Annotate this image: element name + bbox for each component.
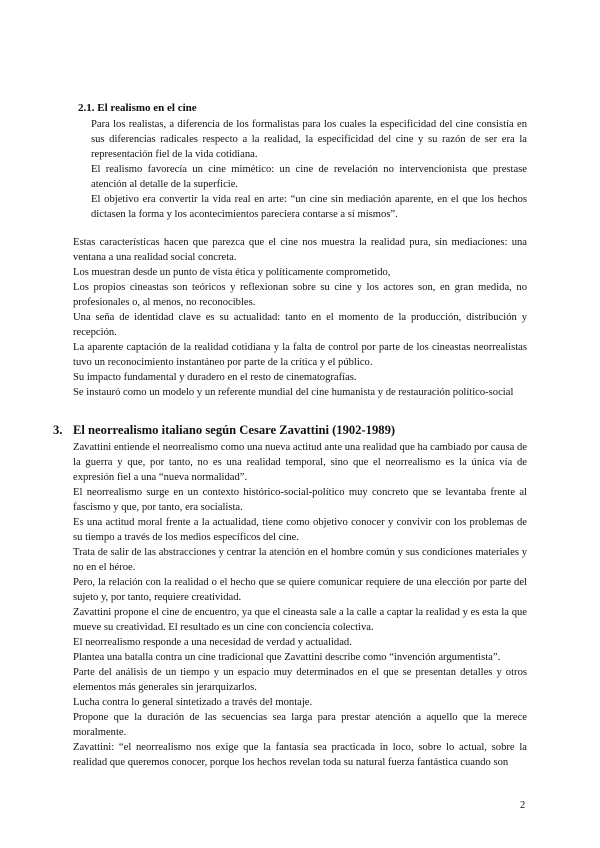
paragraph: El objetivo era convertir la vida real en arte: “un cine sin mediación aparente, en el que los hechos dictasen la forma y los acontecimientos pareciera contarse a sí mismos”.: [91, 194, 527, 220]
section-title: El neorrealismo italiano según Cesare Zavattini (1902-1989): [73, 423, 396, 437]
paragraph: Parte del análisis de un tiempo y un espacio muy determinados en el que se presentan detalles y otros elementos más generales sin jerarquizarlos.: [73, 667, 527, 693]
zavattini-paragraphs: [73, 440, 527, 770]
paragraph: Propone que la duración de las secuencias sea larga para prestar atención a aquello que la merece moralmente.: [73, 712, 527, 738]
section-number: 3.: [53, 423, 63, 437]
subsection-heading: 2.1. El realismo en el cine: [78, 102, 197, 114]
paragraph: La aparente captación de la realidad cotidiana y la falta de control por parte de los cineastas neorrealistas tuvo un reconocimiento instantáneo por parte de la crítica y el público.: [73, 342, 527, 368]
section-heading: [53, 422, 395, 438]
paragraph: El neorrealismo surge en un contexto histórico-social-político muy concreto que se levantaba frente al fascismo y que, por tanto, era socialista.: [73, 487, 527, 513]
characteristics-paragraphs: [73, 235, 527, 400]
paragraph: El realismo favorecía un cine mimético: un cine de revelación no intervencionista que prestase atención al detalle de la superficie.: [91, 164, 527, 190]
paragraph: Estas características hacen que parezca que el cine nos muestra la realidad pura, sin mediaciones: una ventana a una realidad social concreta.: [73, 237, 527, 263]
paragraph: Trata de salir de las abstracciones y centrar la atención en el hombre común y sus condiciones materiales y no en el héroe.: [73, 547, 527, 573]
paragraph: Es una actitud moral frente a la actualidad, tiene como objetivo conocer y convivir con los problemas de su tiempo a través de los medios específicos del cine.: [73, 517, 527, 543]
paragraph: Plantea una batalla contra un cine tradicional que Zavattini describe como “invención argumentista”.: [73, 652, 501, 663]
paragraph: Su impacto fundamental y duradero en el resto de cinematografías.: [73, 372, 357, 383]
paragraph: Se instauró como un modelo y un referente mundial del cine humanista y de restauración político-social: [73, 387, 514, 398]
paragraph: Los propios cineastas son teóricos y reflexionan sobre su cine y los actores son, en gran medida, no profesionales o, al menos, no reconocibles.: [73, 282, 527, 308]
paragraph: Los muestran desde un punto de vista ética y políticamente comprometido,: [73, 267, 391, 278]
paragraph: Para los realistas, a diferencia de los formalistas para los cuales la especificidad del cine consistía en sus diferencias radicales respecto a la realidad, la especificidad del cine y su razón de ser era la representación fiel de la vida cotidiana.: [91, 119, 527, 160]
paragraph: Zavattini entiende el neorrealismo como una nueva actitud ante una realidad que ha cambiado por causa de la guerra y que, por tanto, no es una realidad temporal, sino que el neorrealismo es la única vía de expresión fiel a una “nueva normalidad”.: [73, 442, 527, 483]
paragraph: Zavattini: “el neorrealismo nos exige que la fantasía sea practicada in loco, sobre lo actual, sobre la realidad que queremos conocer, porque los hechos revelan toda su natural fuerza fantástica cuando son: [73, 742, 527, 768]
realism-paragraphs: [91, 117, 527, 222]
paragraph: Pero, la relación con la realidad o el hecho que se quiere comunicar requiere de una elección por parte del sujeto y, por tanto, requiere creatividad.: [73, 577, 527, 603]
paragraph: El neorrealismo responde a una necesidad de verdad y actualidad.: [73, 637, 352, 648]
paragraph: Una seña de identidad clave es su actualidad: tanto en el momento de la producción, distribución y recepción.: [73, 312, 527, 338]
paragraph: Zavattini propone el cine de encuentro, ya que el cineasta sale a la calle a captar la realidad y es esta la que mueve su creatividad. El resultado es un cine con conciencia colectiva.: [73, 607, 527, 633]
page-number: 2: [520, 800, 526, 811]
paragraph: Lucha contra lo general sintetizado a través del montaje.: [73, 697, 313, 708]
